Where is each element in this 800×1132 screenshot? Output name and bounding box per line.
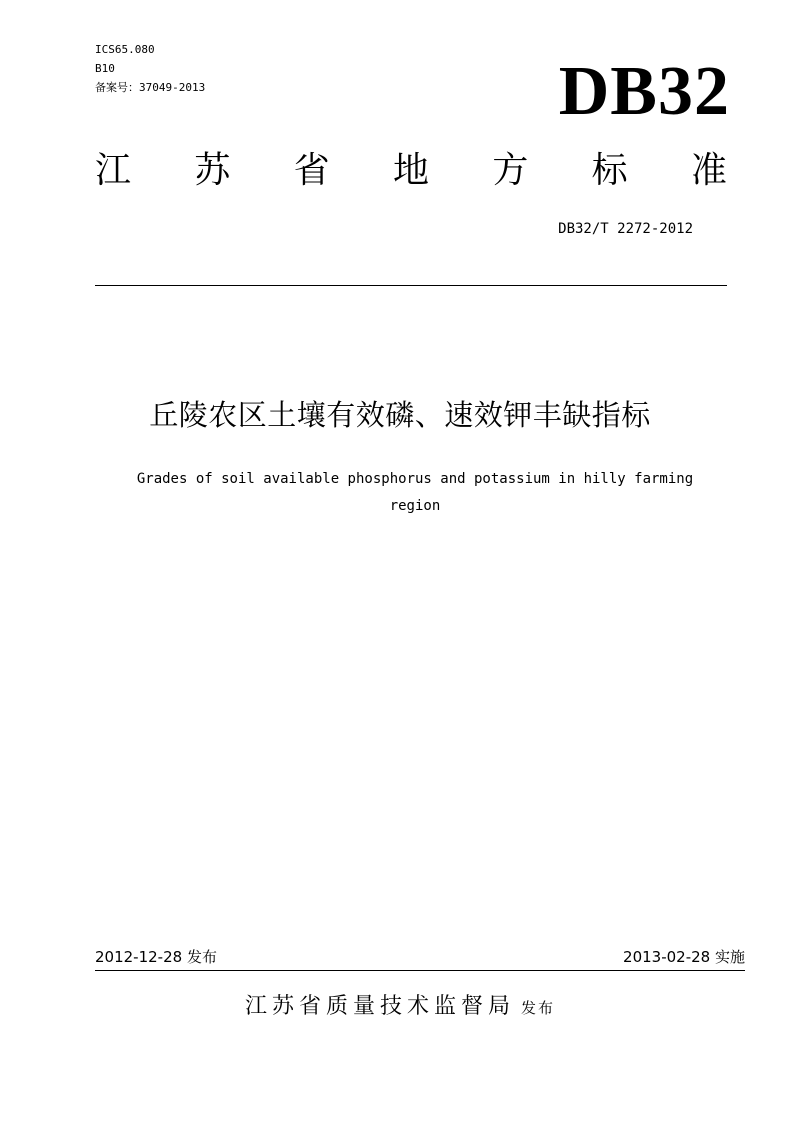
record-number: 备案号：37049-2013 <box>95 81 206 94</box>
heading-char: 江 <box>95 150 132 191</box>
ics-code: ICS65.080 <box>95 43 155 56</box>
publisher-suffix: 发布 <box>521 999 556 1017</box>
classification-info <box>95 40 205 97</box>
document-title-chinese: 丘陵农区土壤有效磷、速效钾丰缺指标 <box>149 398 651 432</box>
implementation-date: 2013-02-28 实施 <box>623 948 745 966</box>
db32-logo: DB32 <box>558 53 730 130</box>
heading-char: 准 <box>690 150 727 191</box>
heading-char: 苏 <box>194 150 231 191</box>
publisher <box>0 990 800 1024</box>
document-title-english <box>95 466 735 520</box>
top-divider <box>95 285 727 286</box>
standard-type-heading <box>95 146 727 196</box>
english-title-line: Grades of soil available phosphorus and potassium in hilly farming <box>136 471 694 487</box>
heading-char: 标 <box>591 150 628 191</box>
publisher-name: 江苏省质量技术监督局 <box>244 994 515 1019</box>
english-title-line: region <box>389 498 441 514</box>
issue-date: 2012-12-28 发布 <box>95 948 217 966</box>
standard-number: DB32/T 2272-2012 <box>558 221 693 237</box>
heading-char: 方 <box>492 150 529 191</box>
heading-char: 地 <box>392 150 429 191</box>
category-code: B10 <box>95 62 115 75</box>
heading-char: 省 <box>293 150 330 191</box>
bottom-divider <box>95 970 745 971</box>
